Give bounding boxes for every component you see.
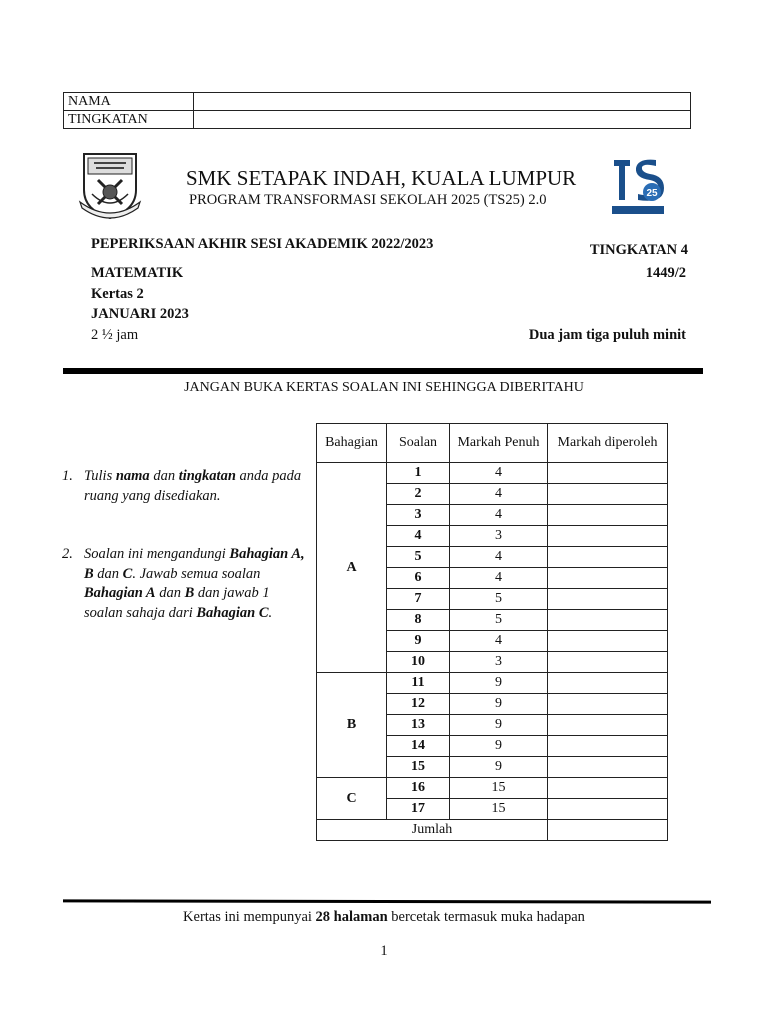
full-marks-cell: 9: [450, 673, 548, 694]
total-row: [317, 820, 668, 841]
section-cell: C: [317, 778, 387, 820]
exam-title: PEPERIKSAAN AKHIR SESI AKADEMIK 2022/2023: [91, 236, 434, 252]
instruction-fragment: dan: [149, 468, 179, 484]
page-number: 1: [380, 943, 388, 959]
instruction-emphasis: Bahagian A: [84, 585, 156, 601]
instruction-number: 1.: [62, 468, 73, 484]
header-question: Soalan: [387, 424, 450, 463]
question-number-cell: 1: [387, 463, 450, 484]
full-marks-cell: 9: [450, 694, 548, 715]
marks-obtained-cell[interactable]: [548, 484, 668, 505]
instruction-emphasis: nama: [115, 468, 150, 484]
question-number-cell: 13: [387, 715, 450, 736]
subject-code: 1449/2: [645, 265, 686, 281]
full-marks-cell: 5: [450, 610, 548, 631]
program-title: PROGRAM TRANSFORMASI SEKOLAH 2025 (TS25) 2.0: [189, 192, 547, 208]
marks-obtained-cell[interactable]: [548, 799, 668, 820]
student-id-table: [63, 92, 691, 129]
footer-rule: [63, 899, 711, 903]
duration-short: 2 ½ jam: [91, 327, 139, 343]
exam-date: JANUARI 2023: [91, 306, 189, 322]
marks-obtained-cell[interactable]: [548, 526, 668, 547]
question-number-cell: 9: [387, 631, 450, 652]
section-cell: B: [317, 673, 387, 778]
footer-text-before: Kertas ini mempunyai: [183, 909, 316, 925]
form-field[interactable]: [194, 111, 691, 129]
form-row: [64, 111, 691, 129]
instruction-fragment: anda pada ruang yang disediakan.: [84, 468, 302, 504]
marks-obtained-cell[interactable]: [548, 568, 668, 589]
school-name: SMK SETAPAK INDAH, KUALA LUMPUR: [186, 166, 577, 190]
ts25-logo-number: 25: [646, 188, 658, 199]
full-marks-cell: 9: [450, 757, 548, 778]
form-label: TINGKATAN: [64, 111, 194, 129]
marks-table: [316, 423, 668, 841]
question-number-cell: 4: [387, 526, 450, 547]
instruction-emphasis: tingkatan: [178, 468, 236, 484]
question-number-cell: 2: [387, 484, 450, 505]
instruction-number: 2.: [62, 546, 73, 562]
marks-obtained-cell[interactable]: [548, 757, 668, 778]
section-cell: A: [317, 463, 387, 673]
instruction-text: [84, 467, 306, 506]
marks-row: [317, 463, 668, 484]
duration-long: Dua jam tiga puluh minit: [528, 327, 686, 343]
question-number-cell: 3: [387, 505, 450, 526]
marks-obtained-cell[interactable]: [548, 715, 668, 736]
school-crest-icon: [78, 150, 142, 220]
header-marks-obtained: Markah diperoleh: [548, 424, 668, 463]
warning-notice: JANGAN BUKA KERTAS SOALAN INI SEHINGGA DIBERITAHU: [184, 380, 584, 395]
instruction-1: [62, 467, 312, 512]
marks-header-row: [317, 424, 668, 463]
instruction-fragment: . Jawab semua soalan: [132, 565, 261, 582]
instruction-fragment: Tulis: [84, 468, 116, 484]
full-marks-cell: 9: [450, 736, 548, 757]
marks-obtained-cell[interactable]: [548, 673, 668, 694]
total-value-cell[interactable]: [548, 820, 668, 841]
marks-obtained-cell[interactable]: [548, 694, 668, 715]
instruction-emphasis: Bahagian C: [196, 604, 269, 621]
full-marks-cell: 4: [450, 505, 548, 526]
question-number-cell: 6: [387, 568, 450, 589]
full-marks-cell: 4: [450, 568, 548, 589]
question-number-cell: 15: [387, 757, 450, 778]
instruction-2: [62, 545, 312, 625]
marks-obtained-cell[interactable]: [548, 610, 668, 631]
instruction-emphasis: C: [122, 565, 133, 582]
marks-row: [317, 778, 668, 799]
total-label: Jumlah: [317, 820, 548, 841]
instruction-emphasis: B: [184, 585, 195, 601]
question-number-cell: 12: [387, 694, 450, 715]
subject: MATEMATIK: [91, 265, 184, 281]
marks-row: [317, 673, 668, 694]
paper-number: Kertas 2: [91, 286, 144, 302]
header-full-marks: Markah Penuh: [450, 424, 548, 463]
instruction-emphasis: Bahagian A, B: [84, 546, 305, 582]
question-number-cell: 11: [387, 673, 450, 694]
full-marks-cell: 3: [450, 526, 548, 547]
question-number-cell: 7: [387, 589, 450, 610]
marks-obtained-cell[interactable]: [548, 589, 668, 610]
question-number-cell: 8: [387, 610, 450, 631]
instruction-fragment: dan: [155, 585, 185, 601]
question-number-cell: 14: [387, 736, 450, 757]
question-number-cell: 17: [387, 799, 450, 820]
instruction-fragment: Soalan ini mengandungi: [84, 546, 230, 562]
instruction-fragment: dan: [93, 565, 123, 582]
marks-obtained-cell[interactable]: [548, 631, 668, 652]
full-marks-cell: 15: [450, 778, 548, 799]
page-count-note: [0, 909, 768, 926]
footer-page-count: 28 halaman: [315, 909, 388, 925]
marks-obtained-cell[interactable]: [548, 463, 668, 484]
full-marks-cell: 3: [450, 652, 548, 673]
ts25-logo-icon: [608, 154, 668, 218]
divider-rule: [63, 368, 703, 374]
question-number-cell: 10: [387, 652, 450, 673]
name-field[interactable]: [194, 93, 691, 111]
instruction-text: [84, 545, 306, 623]
question-number-cell: 16: [387, 778, 450, 799]
question-number-cell: 5: [387, 547, 450, 568]
form-level: TINGKATAN 4: [589, 242, 688, 258]
marks-obtained-cell[interactable]: [548, 505, 668, 526]
instruction-fragment: dan jawab 1 soalan sahaja dari: [84, 585, 270, 621]
marks-obtained-cell[interactable]: [548, 736, 668, 757]
full-marks-cell: 4: [450, 547, 548, 568]
full-marks-cell: 4: [450, 484, 548, 505]
marks-obtained-cell[interactable]: [548, 547, 668, 568]
full-marks-cell: 4: [450, 463, 548, 484]
name-row: [64, 93, 691, 111]
name-label: NAMA: [64, 93, 194, 111]
marks-obtained-cell[interactable]: [548, 652, 668, 673]
full-marks-cell: 15: [450, 799, 548, 820]
header-section: Bahagian: [317, 424, 387, 463]
marks-obtained-cell[interactable]: [548, 778, 668, 799]
full-marks-cell: 4: [450, 631, 548, 652]
full-marks-cell: 5: [450, 589, 548, 610]
marks-table-body: [317, 463, 668, 841]
instruction-fragment: .: [268, 604, 273, 621]
full-marks-cell: 9: [450, 715, 548, 736]
footer-text-after: bercetak termasuk muka hadapan: [387, 909, 585, 925]
